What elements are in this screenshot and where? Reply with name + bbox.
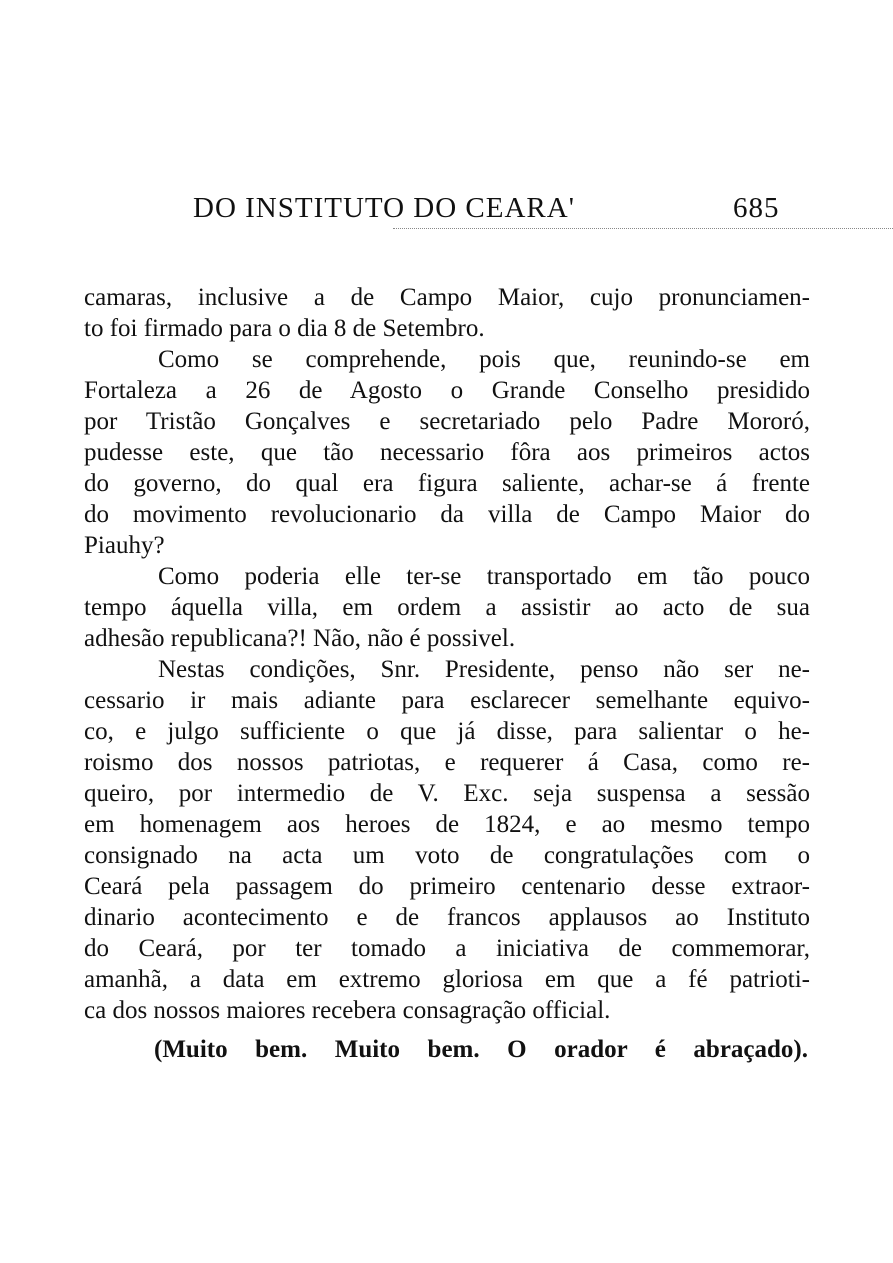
text-line: queiro, por intermedio de V. Exc. seja suspensa a sessão — [84, 780, 810, 807]
header-title: DO INSTITUTO DO CEARA' — [193, 192, 575, 224]
body-text — [84, 282, 810, 1026]
text-line: em homenagem aos heroes de 1824, e ao mesmo tempo — [84, 811, 810, 838]
text-line: do Ceará, por ter tomado a iniciativa de commemorar, — [84, 935, 810, 962]
text-line: cessario ir mais adiante para esclarecer semelhante equivo- — [84, 687, 810, 714]
text-line: Ceará pela passagem do primeiro centenario desse extraor- — [84, 873, 810, 900]
text-line: do movimento revolucionario da villa de Campo Maior do — [84, 501, 810, 528]
text-line: ca dos nossos maiores recebera consagração official. — [84, 997, 611, 1024]
text-line: amanhã, a data em extremo gloriosa em que a fé patrioti- — [84, 966, 810, 993]
text-line: do governo, do qual era figura saliente, achar-se á frente — [84, 470, 810, 497]
text-line: consignado na acta um voto de congratulações com o — [84, 842, 810, 869]
text-line: Fortaleza a 26 de Agosto o Grande Conselho presidido — [84, 377, 810, 404]
closing-remark: (Muito bem. Muito bem. O orador é abraçado). — [154, 1036, 808, 1063]
page-number: 685 — [733, 192, 780, 224]
running-header — [193, 192, 813, 232]
text-line: Nestas condições, Snr. Presidente, penso não ser ne- — [158, 656, 810, 683]
text-line: Como se comprehende, pois que, reunindo-se em — [158, 346, 810, 373]
text-line: tempo áquella villa, em ordem a assistir ao acto de sua — [84, 594, 810, 621]
text-line: por Tristão Gonçalves e secretariado pelo Padre Mororó, — [84, 408, 810, 435]
text-line: co, e julgo sufficiente o que já disse, para salientar o he- — [84, 718, 810, 745]
text-line: Como poderia elle ter-se transportado em tão pouco — [158, 563, 810, 590]
text-line: to foi firmado para o dia 8 de Setembro. — [84, 315, 485, 342]
text-line: dinario acontecimento e de francos applausos ao Instituto — [84, 904, 810, 931]
text-line: Piauhy? — [84, 532, 165, 559]
text-line: adhesão republicana?! Não, não é possivel. — [84, 625, 516, 652]
text-line: pudesse este, que tão necessario fôra aos primeiros actos — [84, 439, 810, 466]
text-line: roismo dos nossos patriotas, e requerer á Casa, como re- — [84, 749, 810, 776]
header-rule — [393, 228, 893, 229]
text-line: camaras, inclusive a de Campo Maior, cujo pronunciamen- — [84, 284, 810, 311]
